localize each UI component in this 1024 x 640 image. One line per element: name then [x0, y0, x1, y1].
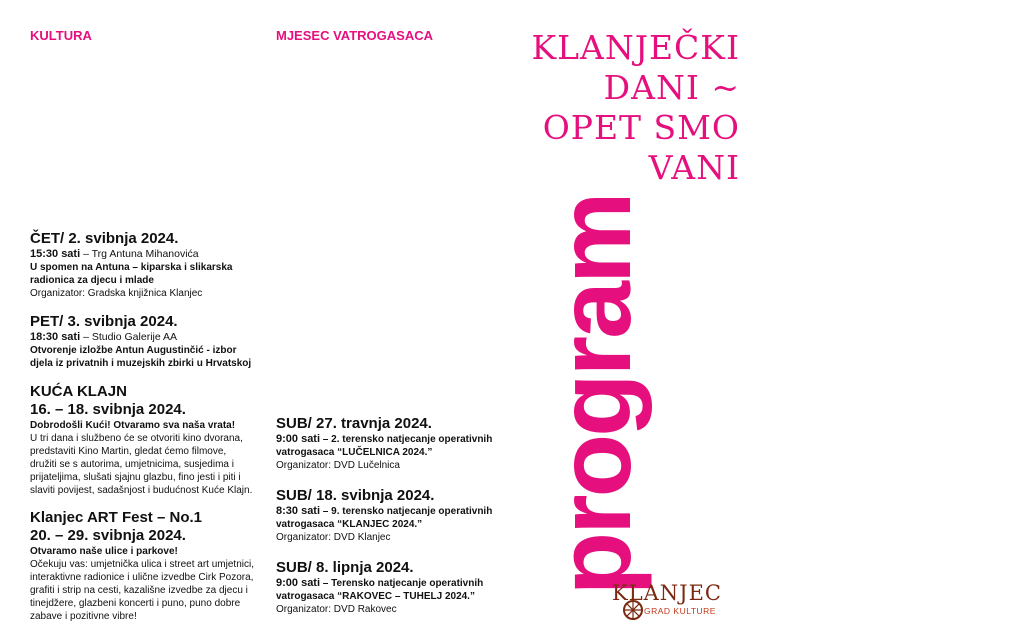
left-column [30, 230, 255, 623]
event-organizer: Organizator: DVD Lučelnica [276, 460, 400, 471]
event-time-desc [276, 505, 501, 531]
event-description: – Terensko natjecanje operativnih vatrogasaca “RAKOVEC – TUHELJ 2024.” [276, 578, 484, 602]
event-time: 9:00 sati [276, 577, 321, 589]
event-middle-3 [276, 559, 501, 616]
event-description: U spomen na Antuna – kiparska i slikarska radionica za djecu i mlade [30, 262, 233, 286]
event-time: 9:00 sati [276, 433, 321, 445]
event-middle-2 [276, 487, 501, 544]
event-date: PET/ 3. svibnja 2024. [30, 313, 178, 330]
klanjec-logo [612, 583, 732, 623]
art-fest-section [30, 509, 255, 623]
event-time-place [30, 248, 255, 261]
event-organizer: Organizator: Gradska knjižnica Klanjec [30, 288, 203, 299]
event-date: SUB/ 27. travnja 2024. [276, 415, 432, 432]
event-time-desc [276, 577, 501, 603]
section-text: U tri dana i službeno će se otvoriti kino dvorana, predstaviti Kino Martin, gledat ćemo filmove, družiti se s autorima, umjetnicima, susjedima i prijateljima, slušati sjajnu glazbu, fino jesti i piti i slaviti povijest, sadašnjost i budućnost Kuće Klajn. [30, 433, 253, 496]
event-place: – Trg Antuna Mihanovića [80, 248, 199, 260]
section-text: Očekuju vas: umjetnička ulica i street art umjetnici, interaktivne radionice i ulične izvedbe Cirk Pozora, grafiti i strip na cesti, kazališne izvedbe za djecu i tinejdžere, glazbeni koncerti i puno, puno dobre zabave i pozitivne vibre! [30, 559, 254, 622]
program-vertical-title: program [537, 194, 653, 596]
event-time: 15:30 sati [30, 248, 81, 260]
kuca-klajn-section [30, 383, 255, 497]
section-date: 16. – 18. svibnja 2024. [30, 401, 186, 418]
event-organizer: Organizator: DVD Klanjec [276, 532, 391, 543]
festival-title [520, 28, 740, 188]
event-date: SUB/ 18. svibnja 2024. [276, 487, 435, 504]
event-description: – 9. terensko natjecanje operativnih vatrogasaca “KLANJEC 2024.” [276, 506, 493, 530]
section-title: KUĆA KLAJN [30, 383, 127, 400]
section-headline: Otvaramo naše ulice i parkove! [30, 546, 178, 557]
event-left-2 [30, 313, 255, 370]
title-line: OPET SMO [542, 108, 740, 147]
event-time-place [30, 331, 255, 344]
event-description: – 2. terensko natjecanje operativnih vatrogasaca “LUČELNICA 2024.” [276, 434, 493, 458]
event-left-1 [30, 230, 255, 300]
event-description: Otvorenje izložbe Antun Augustinčić - izbor djela iz privatnih i muzejskih zbirki u Hrvatskoj [30, 345, 252, 369]
event-middle-1 [276, 415, 501, 472]
kultura-header: KULTURA [30, 28, 92, 43]
logo-text: KLANJEC [612, 581, 722, 605]
event-date: ČET/ 2. svibnja 2024. [30, 230, 179, 247]
event-date: SUB/ 8. lipnja 2024. [276, 559, 414, 576]
mjesec-vatrogasaca-header: MJESEC VATROGASACA [276, 28, 433, 43]
event-organizer: Organizator: DVD Rakovec [276, 604, 397, 615]
event-time: 18:30 sati [30, 331, 81, 343]
event-place: – Studio Galerije AA [80, 331, 178, 343]
event-time-desc [276, 433, 501, 459]
section-headline: Dobrodošli Kući! Otvaramo sva naša vrata! [30, 420, 236, 431]
title-line: KLANJEČKI [531, 28, 740, 67]
title-line: DANI ~ [603, 68, 740, 107]
middle-column [276, 415, 501, 616]
title-line: VANI [648, 148, 740, 187]
logo-subtitle: GRAD KULTURE [644, 606, 716, 616]
section-title: Klanjec ART Fest – No.1 [30, 509, 202, 526]
event-time: 8:30 sati [276, 505, 321, 517]
section-date: 20. – 29. svibnja 2024. [30, 527, 186, 544]
